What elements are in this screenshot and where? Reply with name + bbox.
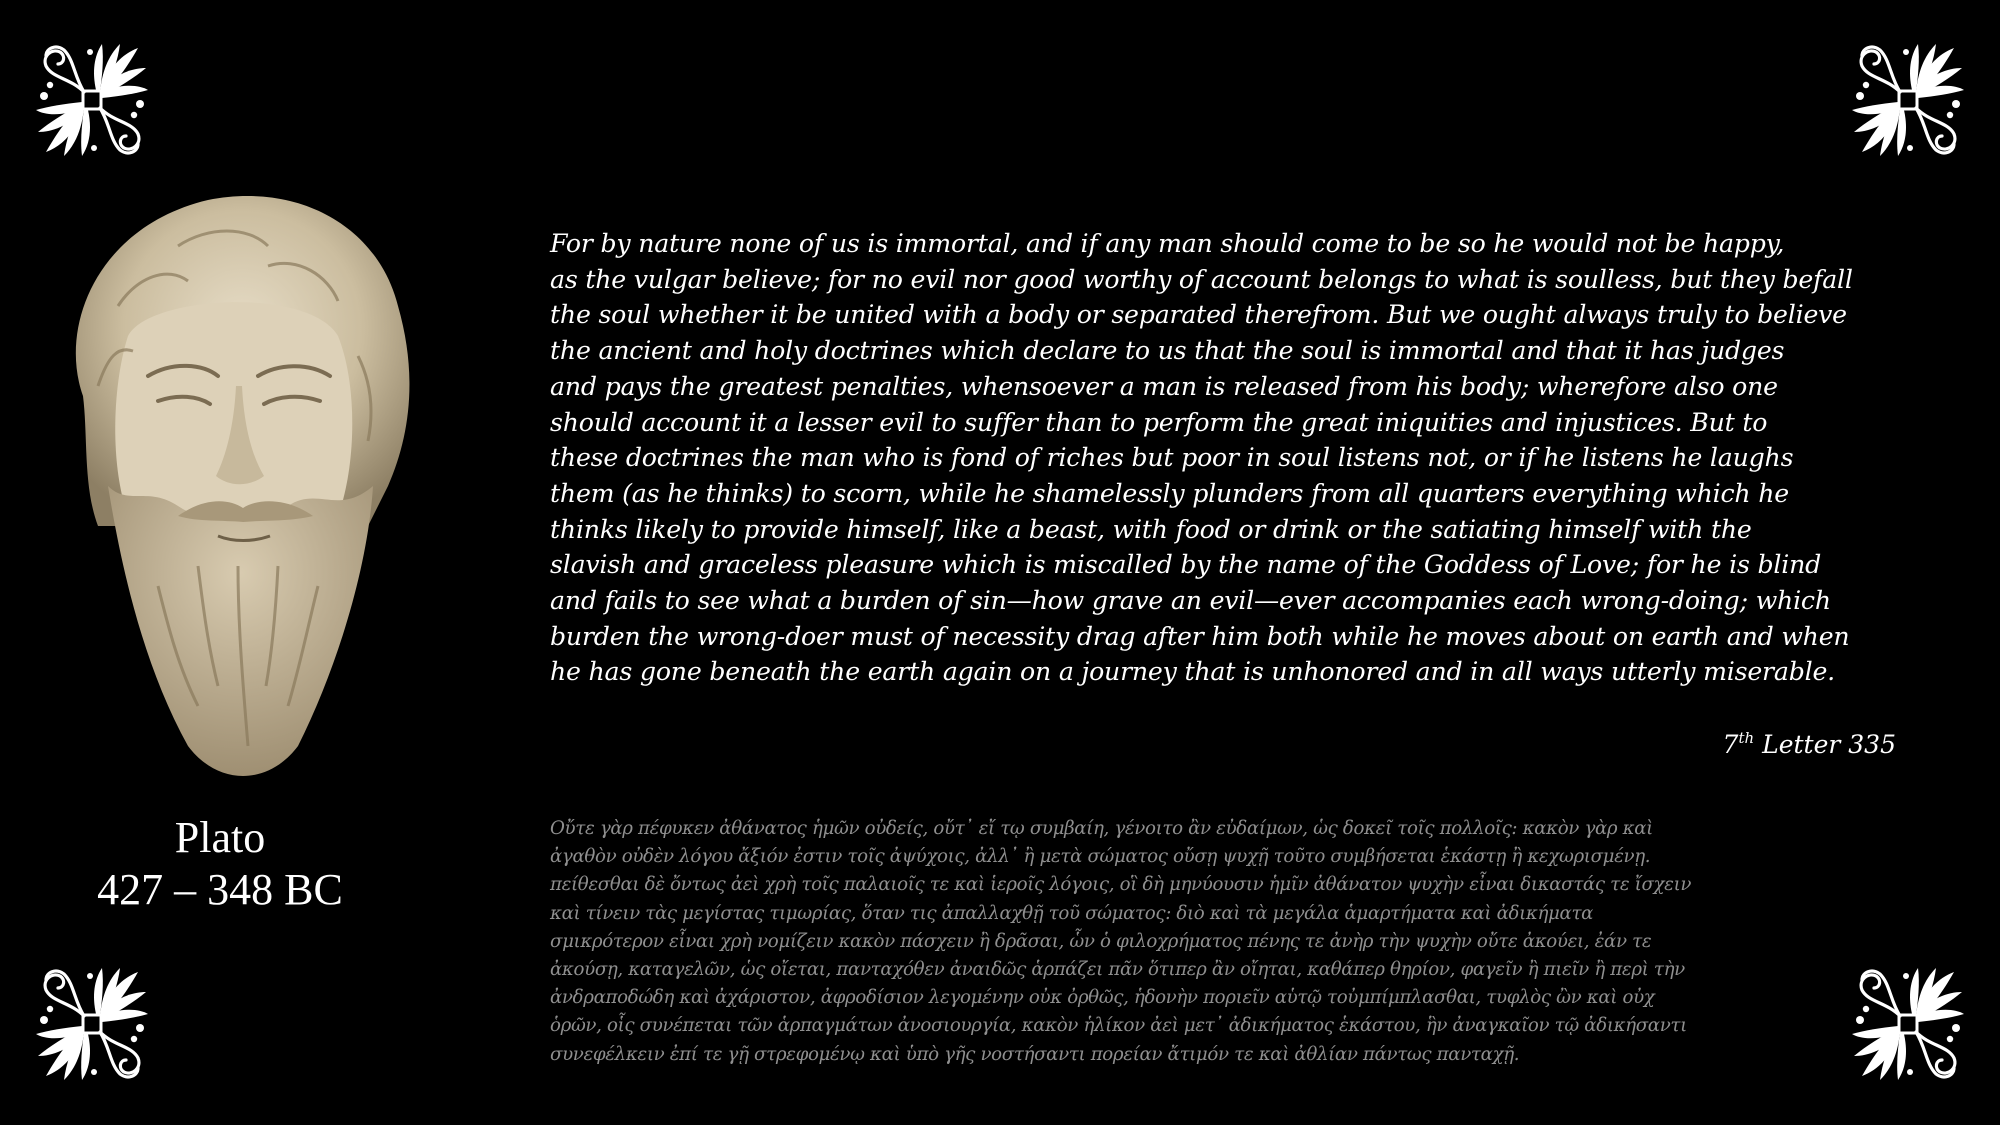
english-line: and fails to see what a burden of sin—how grave an evil—ever accompanies each wrong-doing; which xyxy=(550,586,1831,616)
palmette-ornament-icon xyxy=(1846,962,1970,1086)
greek-line: ὁρῶν, οἷς συνέπεται τῶν ἁρπαγμάτων ἀνοσιουργία, κακὸν ἡλίκον ἀεὶ μετ᾽ ἀδικήματος ἑκάστου, ἣν ἀναγκαῖον τῷ ἀδικήσαντι xyxy=(550,1015,1687,1037)
greek-line: σμικρότερον εἶναι χρὴ νομίζειν κακὸν πάσχειν ἢ δρᾶσαι, ὧν ὁ φιλοχρήματος πένης τε ἀνὴρ τὴν ψυχὴν οὔτε ἀκούει, ἐάν τε xyxy=(550,930,1652,952)
english-line: the ancient and holy doctrines which declare to us that the soul is immortal and that it has judges xyxy=(550,336,1785,366)
english-line: and pays the greatest penalties, whensoever a man is released from his body; wherefore also one xyxy=(550,371,1778,401)
english-line: slavish and graceless pleasure which is miscalled by the name of the Goddess of Love; for he is blind xyxy=(550,550,1822,580)
english-quote xyxy=(550,226,1900,690)
greek-line: πείθεσθαι δὲ ὄντως ἀεὶ χρὴ τοῖς παλαιοῖς τε καὶ ἱεροῖς λόγοις, οἳ δὴ μηνύουσιν ἡμῖν ἀθάνατον ψυχὴν εἶναι δικαστάς τε ἴσχειν xyxy=(550,874,1692,896)
greek-line: ἀγαθὸν οὐδὲν λόγου ἄξιόν ἐστιν τοῖς ἀψύχοις, ἀλλ᾽ ἢ μετὰ σώματος οὔσῃ ψυχῇ τοῦτο συμβήσεται ἑκάστῃ ἢ κεχωρισμένῃ. xyxy=(550,846,1651,868)
citation-number: 7 xyxy=(1722,730,1739,759)
greek-line: ἀνδραποδώδη καὶ ἀχάριστον, ἀφροδίσιον λεγομένην οὐκ ὀρθῶς, ἡδονὴν ποριεῖν αὑτῷ τοὐμπίμπλασθαι, τυφλὸς ὢν καὶ οὐχ xyxy=(550,987,1655,1009)
english-line: should account it a lesser evil to suffer than to perform the great iniquities and injustices. But to xyxy=(550,407,1768,437)
english-line: these doctrines the man who is fond of riches but poor in soul listens not, or if he listens he laughs xyxy=(550,443,1794,473)
greek-line: συνεφέλκειν ἐπί τε γῇ στρεφομένῳ καὶ ὑπὸ γῆς νοστήσαντι πορείαν ἄτιμόν τε καὶ ἀθλίαν πάντως πανταχῇ. xyxy=(550,1043,1520,1065)
greek-line: Οὔτε γὰρ πέφυκεν ἀθάνατος ἡμῶν οὐδείς, οὔτ᾽ εἴ τῳ συμβαίη, γένοιτο ἂν εὐδαίμων, ὡς δοκεῖ τοῖς πολλοῖς: κακὸν γὰρ καὶ xyxy=(550,818,1653,839)
english-line: them (as he thinks) to scorn, while he shamelessly plunders from all quarters everything which he xyxy=(550,478,1789,508)
citation-text: Letter 335 xyxy=(1754,730,1896,759)
english-line: For by nature none of us is immortal, and if any man should come to be so he would not be happy, xyxy=(550,229,1785,258)
greek-line: καὶ τίνειν τὰς μεγίστας τιμωρίας, ὅταν τις ἀπαλλαχθῇ τοῦ σώματος: διὸ καὶ τὰ μεγάλα ἁμαρτήματα καὶ ἀδικήματα xyxy=(550,902,1594,924)
palmette-ornament-icon xyxy=(30,962,154,1086)
author-dates: 427 – 348 BC xyxy=(97,865,343,914)
author-name: Plato xyxy=(174,813,266,862)
english-line: he has gone beneath the earth again on a journey that is unhonored and in all ways utterly miserable. xyxy=(550,657,1835,687)
english-line: burden the wrong-doer must of necessity drag after him both while he moves about on earth and when xyxy=(550,621,1850,651)
greek-line: ἀκούσῃ, καταγελῶν, ὡς οἴεται, πανταχόθεν ἀναιδῶς ἁρπάζει πᾶν ὅτιπερ ἂν οἴηται, καθάπερ θηρίον, φαγεῖν ἢ πιεῖν ἢ περὶ τὴν xyxy=(550,959,1685,981)
author-caption xyxy=(40,812,400,916)
greek-quote xyxy=(550,815,1850,1069)
palmette-ornament-icon xyxy=(1846,38,1970,162)
english-line: thinks likely to provide himself, like a beast, with food or drink or the satiating himself with the xyxy=(550,514,1752,544)
citation xyxy=(1723,722,1896,761)
plato-bust-image xyxy=(38,186,428,786)
english-line: as the vulgar believe; for no evil nor good worthy of account belongs to what is soulless, but they befall xyxy=(550,264,1853,294)
english-line: the soul whether it be united with a body or separated therefrom. But we ought always truly to believe xyxy=(550,300,1847,330)
palmette-ornament-icon xyxy=(30,38,154,162)
citation-suffix: th xyxy=(1738,729,1755,747)
